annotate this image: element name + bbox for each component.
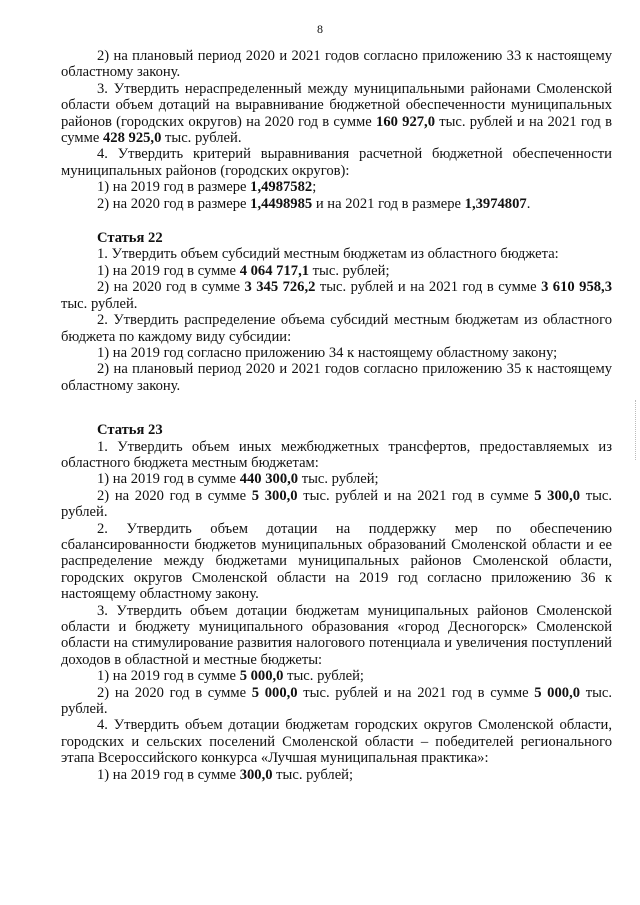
amount: 3 610 958,3: [541, 279, 612, 296]
paragraph: 2) на плановый период 2020 и 2021 годов согласно приложению 35 к настоящему областному закону.: [61, 361, 612, 394]
amount: 300,0: [239, 766, 273, 783]
text: 1) на 2019 год в сумме: [97, 668, 240, 685]
paragraph: [61, 81, 612, 147]
amount: 160 927,0: [376, 113, 435, 130]
article-heading: Статья 23: [97, 422, 163, 439]
text: тыс. рублей;: [272, 766, 354, 783]
amount: 428 925,0: [103, 130, 162, 147]
text: 1) на 2019 год в размере: [97, 179, 251, 196]
paragraph: [61, 668, 612, 684]
amount: 5 300,0: [534, 487, 581, 504]
amount: 4 064 717,1: [239, 262, 310, 279]
text: .: [526, 195, 531, 212]
amount: 5 000,0: [534, 684, 581, 701]
text: тыс. рублей;: [309, 262, 390, 279]
paragraph: [61, 263, 612, 279]
paragraph: 2. Утвердить объем дотации на поддержку мер по обеспечению сбалансированности бюджетов муниципальных образований Смоленской области и ее распределение между бюджетами муниципальных районов Смоленской области, городских округов Смоленской области на 2019 год согласно приложению 36 к настоящему областному закону.: [61, 520, 612, 603]
coefficient: 1,3974807: [464, 195, 527, 212]
amount: 5 300,0: [251, 487, 298, 504]
coefficient: 1,4498985: [250, 195, 313, 212]
text: 3. Утвердить нераспределенный между муниципальными районами Смоленской области объем дотаций на выравнивание бюджетной обеспеченности муниципальных районов (городских округов) на 2020 год в сумме: [61, 80, 612, 130]
paragraph: 4. Утвердить критерий выравнивания расчетной бюджетной обеспеченности муниципальных районов (городских округов):: [61, 146, 612, 179]
text: тыс. рублей.: [61, 295, 138, 312]
text: тыс. рублей и на 2021 год в сумме: [315, 279, 542, 296]
paragraph: 1. Утвердить объем иных межбюджетных трансфертов, предоставляемых из областного бюджета местным бюджетам:: [61, 438, 612, 471]
text: и на 2021 год в размере: [312, 195, 465, 212]
paragraph: [61, 279, 612, 312]
text: 2) на 2020 год в сумме: [97, 684, 252, 701]
paragraph: 2. Утвердить распределение объема субсидий местным бюджетам из областного бюджета по каждому виду субсидии:: [61, 312, 612, 345]
amount: 5 000,0: [251, 684, 298, 701]
text: 1) на 2019 год в сумме: [97, 471, 240, 488]
text: 2) на 2020 год в размере: [97, 195, 251, 212]
paragraph: 1. Утвердить объем субсидий местным бюджетам из областного бюджета:: [97, 246, 559, 263]
paragraph: 2) на плановый период 2020 и 2021 годов согласно приложению 33 к настоящему областному закону.: [61, 48, 612, 81]
text: ;: [312, 179, 317, 196]
paragraph: [61, 471, 612, 487]
paragraph: 4. Утвердить объем дотации бюджетам городских округов Смоленской области, городских и сельских поселений Смоленской области – победителей регионального этапа Всероссийского конкурса «Лучшая муниципальная практика»:: [61, 717, 612, 767]
page-number: 8: [317, 22, 323, 36]
amount: 5 000,0: [239, 668, 284, 685]
paragraph: [61, 767, 612, 783]
text: 2) на 2020 год в сумме: [97, 487, 252, 504]
text: 2) на 2020 год в сумме: [97, 279, 245, 296]
paragraph: [61, 179, 612, 195]
text: 1) на 2019 год в сумме: [97, 262, 240, 279]
paragraph: [61, 685, 612, 718]
text: тыс. рублей и на 2021 год в сумме: [297, 487, 535, 504]
text: тыс. рублей;: [283, 668, 364, 685]
text: тыс. рублей.: [61, 684, 613, 718]
paragraph: [61, 488, 612, 521]
document-body: [61, 48, 612, 783]
text: тыс. рублей и на 2021 год в сумме: [61, 113, 612, 147]
text: тыс. рублей;: [298, 471, 379, 488]
paragraph: [61, 196, 612, 212]
coefficient: 1,4987582: [250, 179, 313, 196]
article-heading: Статья 22: [97, 230, 163, 247]
text: тыс. рублей и на 2021 год в сумме: [297, 684, 535, 701]
paragraph: 3. Утвердить объем дотации бюджетам муниципальных районов Смоленской области и бюджету муниципального образования «город Десногорск» Смоленской области на стимулирование развития налогового потенциала и увеличения поступлений доходов в областной и местные бюджеты:: [61, 602, 612, 668]
scan-edge-mark: [635, 400, 638, 460]
text: тыс. рублей.: [61, 487, 613, 521]
text: 1) на 2019 год в сумме: [97, 766, 240, 783]
text: тыс. рублей.: [161, 130, 242, 147]
amount: 3 345 726,2: [244, 279, 316, 296]
amount: 440 300,0: [239, 471, 299, 488]
paragraph: 1) на 2019 год согласно приложению 34 к настоящему областному закону;: [97, 344, 558, 361]
